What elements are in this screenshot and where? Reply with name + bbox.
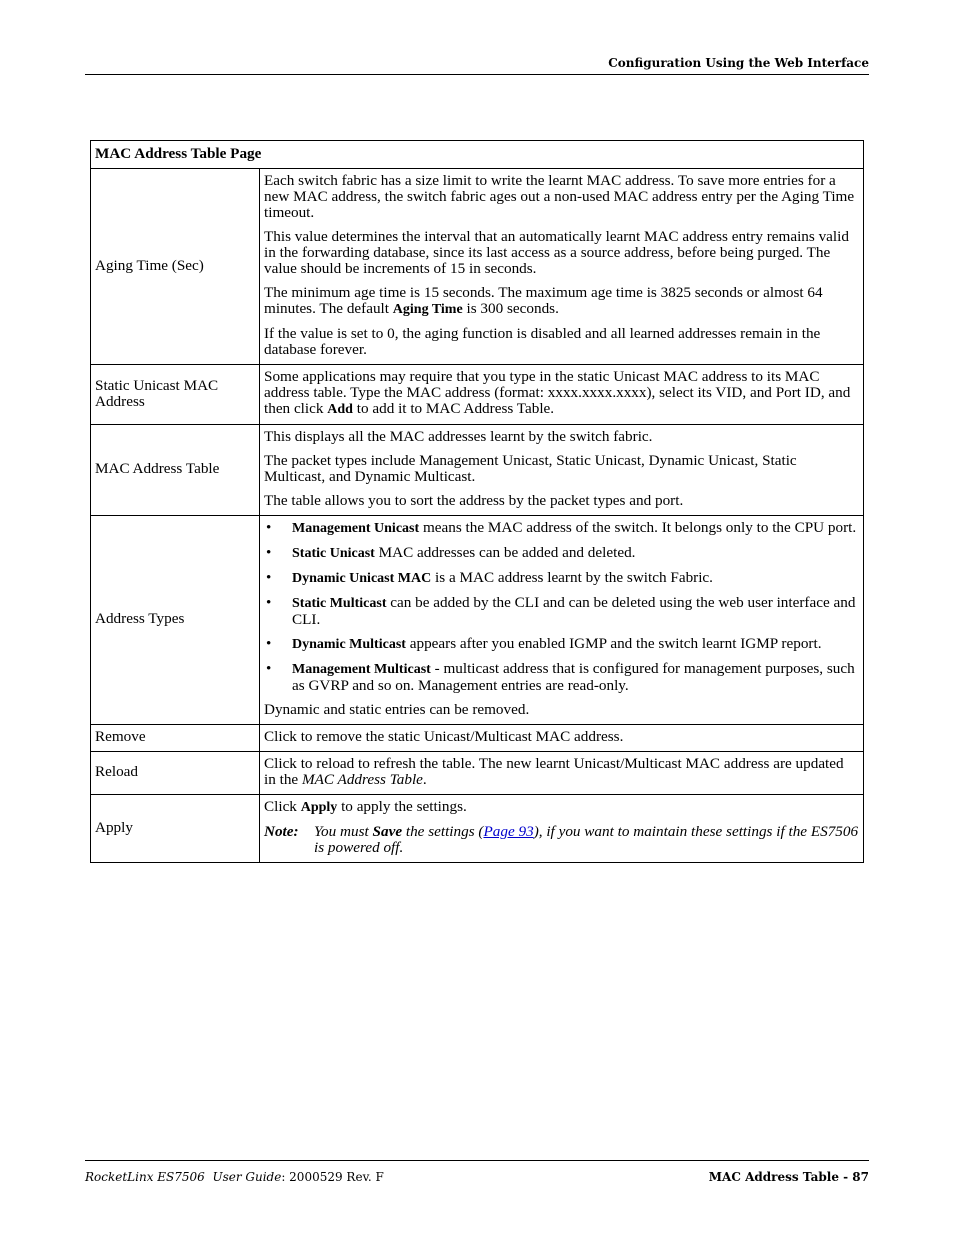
footer-document-id: RocketLinx ES7506 User Guide: 2000529 Rev. F — [85, 1170, 384, 1184]
address-types-description: • Management Unicast means the MAC address of the switch. It belongs only to the CPU port. • Static Unicast MAC addresses can be added and deleted. • Dynamic Unicast MAC is a MAC address learnt by the switch Fabric. • Static Multicast can be added by the CLI and can be deleted using the web user interface and CLI. • Dynamic Multicast appears after you enabled IGMP and the switch learnt IGMP report. • Management Multicast - multicast address that is configured for management purposes, such as GVRP and so on. Management entries are read-only. Dynamic and static entries can be removed. — [260, 516, 864, 725]
list-item: • Dynamic Unicast MAC is a MAC address learnt by the switch Fabric. — [266, 569, 713, 586]
reload-description: Click to reload to refresh the table. The new learnt Unicast/Multicast MAC address are updated in the MAC Address Table. — [260, 752, 864, 795]
list-item: • Dynamic Multicast appears after you enabled IGMP and the switch learnt IGMP report. — [266, 635, 822, 652]
list-item: • Static Multicast can be added by the CLI and can be deleted using the web user interface and CLI. — [266, 594, 856, 628]
mac-address-table-page-table — [90, 140, 864, 863]
running-header: Configuration Using the Web Interface — [608, 56, 869, 70]
footer-page-label: MAC Address Table - 87 — [708, 1170, 869, 1184]
table-row — [91, 365, 864, 425]
table-row — [91, 752, 864, 795]
note: Note: You must Save the settings (Page 93), if you want to maintain these settings if the ES7506 is powered off. — [264, 823, 859, 856]
remove-description: Click to remove the static Unicast/Multicast MAC address. — [260, 725, 864, 752]
apply-description: Click Apply to apply the settings. Note: You must Save the settings (Page 93), if you want to maintain these settings if the ES7506 is powered off. — [260, 795, 864, 863]
mac-address-table-description: This displays all the MAC addresses learnt by the switch fabric. The packet types include Management Unicast, Static Unicast, Dynamic Unicast, Static Multicast, and Dynamic Multicast. The table allows you to sort the address by the packet types and port. — [260, 425, 864, 516]
reload-label: Reload — [91, 752, 260, 795]
aging-time-label: Aging Time (Sec) — [91, 169, 260, 365]
address-types-label: Address Types — [91, 516, 260, 725]
list-item: • Management Unicast means the MAC address of the switch. It belongs only to the CPU port. — [266, 519, 857, 536]
table-row — [91, 795, 864, 863]
remove-label: Remove — [91, 725, 260, 752]
table-row — [91, 425, 864, 516]
static-unicast-label: Static Unicast MAC Address — [91, 365, 260, 425]
apply-label: Apply — [91, 795, 260, 863]
list-item: • Management Multicast - multicast address that is configured for management purposes, such as GVRP and so on. Management entries are read-only. — [266, 660, 855, 694]
page-93-link[interactable]: Page 93 — [483, 823, 534, 840]
table-row — [91, 516, 864, 725]
footer-rule — [85, 1160, 869, 1161]
table-row — [91, 169, 864, 365]
header-rule — [85, 74, 869, 75]
static-unicast-description: Some applications may require that you type in the static Unicast MAC address to its MAC address table. Type the MAC address (format: xxxx.xxxx.xxxx), select its VID, and Port ID, and then click Add to add it to MAC Address Table. — [260, 365, 864, 425]
aging-time-description: Each switch fabric has a size limit to write the learnt MAC address. To save more entries for a new MAC address, the switch fabric ages out a non-used MAC address entry per the Aging Time timeout. This value determines the interval that an automatically learnt MAC address entry remains valid in the forwarding database, since its last access as a source address, before being purged. The value should be increments of 15 in seconds. The minimum age time is 15 seconds. The maximum age time is 3825 seconds or almost 64 minutes. The default Aging Time is 300 seconds. If the value is set to 0, the aging function is disabled and all learned addresses remain in the database forever. — [260, 169, 864, 365]
list-item: • Static Unicast MAC addresses can be added and deleted. — [266, 544, 636, 561]
note-label: Note: — [264, 823, 299, 840]
table-row — [91, 725, 864, 752]
mac-address-table-label: MAC Address Table — [91, 425, 260, 516]
table-title: MAC Address Table Page — [91, 141, 864, 169]
